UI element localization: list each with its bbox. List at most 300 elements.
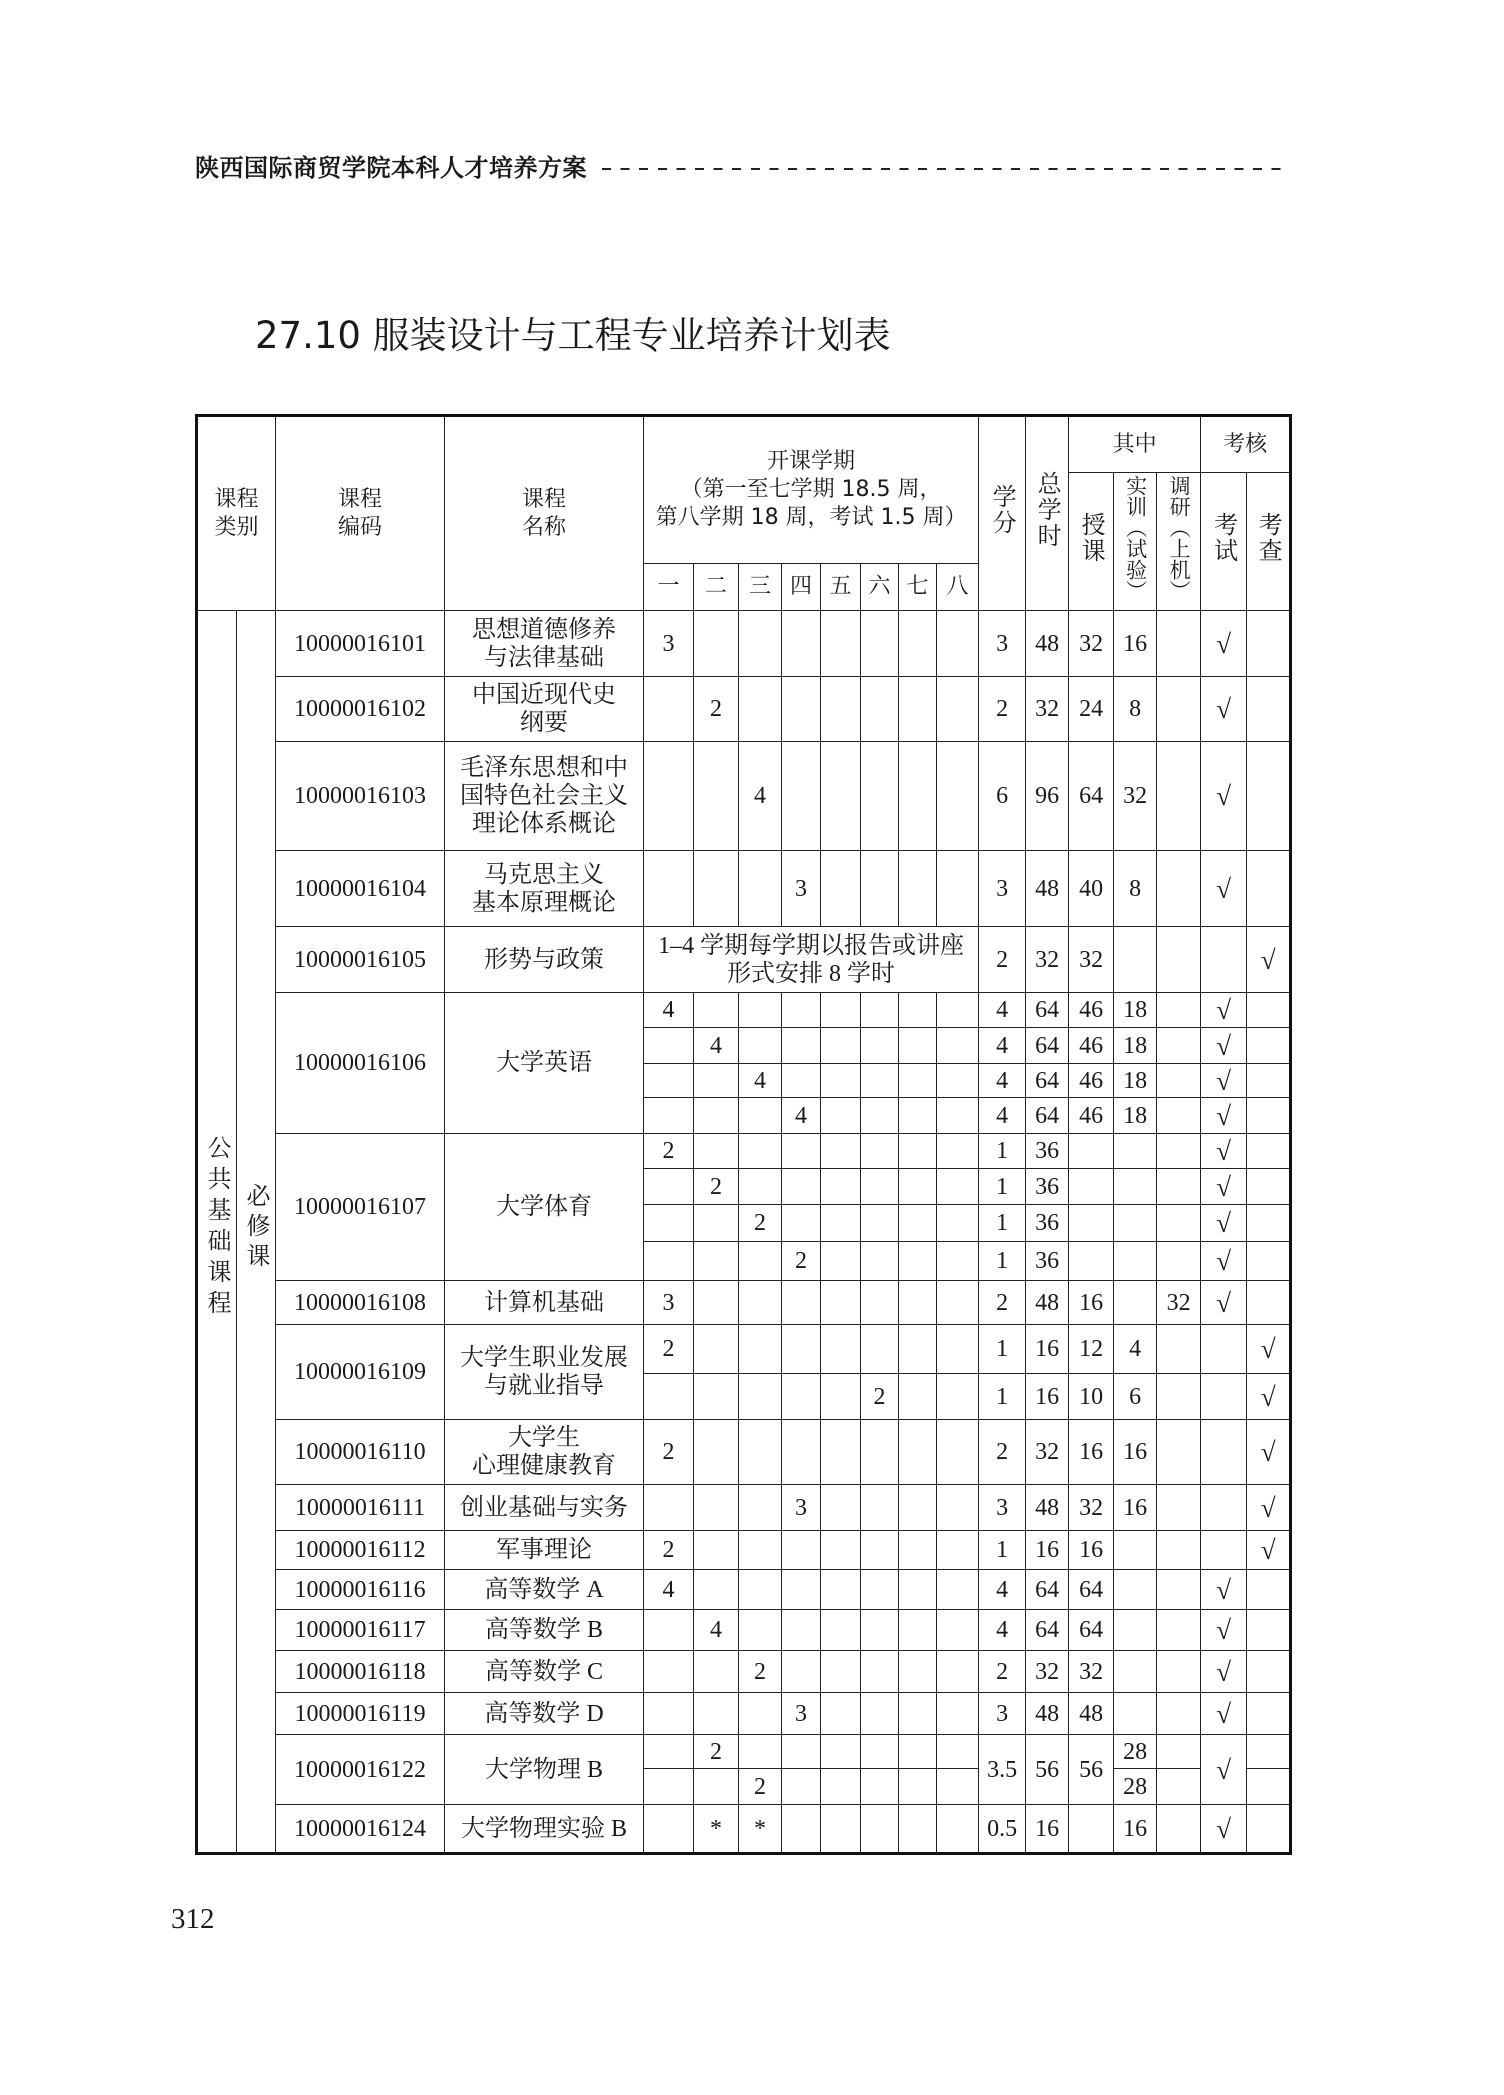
course-code-cell: 10000016106 — [276, 993, 445, 1134]
semester-1-cell: 2 — [644, 1134, 694, 1169]
check-mark-cell — [1247, 1570, 1291, 1610]
semester-4-cell: 3 — [782, 1485, 821, 1531]
course-code-cell: 10000016112 — [276, 1531, 445, 1570]
semester-7-cell — [899, 1769, 937, 1805]
credit-cell: 4 — [979, 1028, 1026, 1064]
semester-8-cell — [937, 1570, 979, 1610]
course-row — [197, 1651, 1291, 1693]
exam-mark-cell: √ — [1201, 1028, 1247, 1064]
course-code-cell: 10000016124 — [276, 1805, 445, 1854]
semester-6-cell — [861, 611, 899, 677]
total-hours-cell: 32 — [1026, 677, 1069, 742]
semester-7-cell — [899, 993, 937, 1028]
semester-2-cell — [694, 742, 739, 851]
semester-1-cell — [644, 1769, 694, 1805]
course-type-label: 必修课 — [242, 1183, 270, 1273]
semester-3-cell: 4 — [739, 1064, 782, 1098]
check-mark-cell — [1247, 1610, 1291, 1651]
check-mark-cell — [1247, 677, 1291, 742]
exam-mark-cell: √ — [1201, 1735, 1247, 1805]
header-course-category: 课程 类别 — [197, 416, 276, 611]
practice-hours-cell — [1114, 1693, 1157, 1735]
research-hours-cell: 32 — [1157, 1281, 1201, 1325]
practice-hours-cell — [1114, 1205, 1157, 1242]
semester-7-cell — [899, 1064, 937, 1098]
exam-mark-cell: √ — [1201, 742, 1247, 851]
practice-hours-cell: 16 — [1114, 1420, 1157, 1485]
semester-4-cell — [782, 1134, 821, 1169]
semester-1-cell — [644, 1169, 694, 1205]
semester-8-cell — [937, 1693, 979, 1735]
total-hours-cell: 64 — [1026, 993, 1069, 1028]
semester-7-cell — [899, 1610, 937, 1651]
semester-8-cell — [937, 1028, 979, 1064]
exam-mark-cell — [1201, 1531, 1247, 1570]
semester-7-cell — [899, 1531, 937, 1570]
semester-7-cell — [899, 1242, 937, 1281]
semester-1-cell: 3 — [644, 1281, 694, 1325]
lecture-hours-cell: 32 — [1069, 927, 1114, 993]
semester-4-cell — [782, 1610, 821, 1651]
semester-5-cell — [821, 1205, 861, 1242]
research-hours-cell — [1157, 1531, 1201, 1570]
total-hours-cell: 36 — [1026, 1242, 1069, 1281]
semester-7-cell — [899, 1485, 937, 1531]
semester-4-cell: 4 — [782, 1098, 821, 1134]
credit-cell: 1 — [979, 1134, 1026, 1169]
exam-mark-cell: √ — [1201, 1610, 1247, 1651]
course-code-cell: 10000016119 — [276, 1693, 445, 1735]
credit-cell: 6 — [979, 742, 1026, 851]
total-hours-cell: 16 — [1026, 1374, 1069, 1420]
course-row — [197, 611, 1291, 677]
header-practice — [1114, 473, 1157, 611]
course-name-cell: 军事理论 — [445, 1531, 644, 1570]
check-mark-cell — [1247, 1064, 1291, 1098]
course-row — [197, 1610, 1291, 1651]
lecture-hours-cell — [1069, 1134, 1114, 1169]
semester-5-cell — [821, 1169, 861, 1205]
semester-7-cell — [899, 1420, 937, 1485]
credit-cell: 4 — [979, 1098, 1026, 1134]
semester-3-cell — [739, 1281, 782, 1325]
semester-6-cell — [861, 1028, 899, 1064]
semester-4-cell — [782, 1420, 821, 1485]
header-semester-8: 八 — [937, 564, 979, 611]
lecture-hours-cell: 46 — [1069, 1064, 1114, 1098]
semester-3-cell — [739, 993, 782, 1028]
semester-8-cell — [937, 1281, 979, 1325]
practice-hours-cell — [1114, 1169, 1157, 1205]
lecture-hours-cell — [1069, 1805, 1114, 1854]
research-hours-cell — [1157, 1651, 1201, 1693]
semester-6-cell — [861, 677, 899, 742]
course-name-cell: 高等数学 C — [445, 1651, 644, 1693]
header-lecture-label: 授课 — [1077, 511, 1106, 564]
semester-1-cell — [644, 1028, 694, 1064]
semester-8-cell — [937, 1531, 979, 1570]
exam-mark-cell: √ — [1201, 1651, 1247, 1693]
check-mark-cell — [1247, 1735, 1291, 1769]
check-mark-cell — [1247, 1693, 1291, 1735]
semester-8-cell — [937, 1805, 979, 1854]
semester-2-cell — [694, 1098, 739, 1134]
course-name-cell: 马克思主义 基本原理概论 — [445, 851, 644, 927]
course-code-cell: 10000016111 — [276, 1485, 445, 1531]
semester-7-cell — [899, 1374, 937, 1420]
course-name-cell: 高等数学 D — [445, 1693, 644, 1735]
check-mark-cell — [1247, 1281, 1291, 1325]
practice-hours-cell: 16 — [1114, 1485, 1157, 1531]
semester-5-cell — [821, 1028, 861, 1064]
semester-7-cell — [899, 1205, 937, 1242]
table-header — [197, 416, 1291, 611]
credit-cell: 2 — [979, 677, 1026, 742]
course-row — [197, 1693, 1291, 1735]
header-research-label: 调研（上机） — [1167, 474, 1192, 601]
semester-3-cell — [739, 1134, 782, 1169]
course-name-cell: 大学物理实验 B — [445, 1805, 644, 1854]
credit-cell: 2 — [979, 927, 1026, 993]
semester-3-cell — [739, 1098, 782, 1134]
research-hours-cell — [1157, 611, 1201, 677]
research-hours-cell — [1157, 1735, 1201, 1769]
semester-2-cell — [694, 1064, 739, 1098]
semester-7-cell — [899, 611, 937, 677]
semester-3-cell: 2 — [739, 1651, 782, 1693]
semester-2-cell — [694, 851, 739, 927]
practice-hours-cell — [1114, 1134, 1157, 1169]
credit-cell: 4 — [979, 1064, 1026, 1098]
semester-4-cell: 3 — [782, 851, 821, 927]
header-course-name: 课程 名称 — [445, 416, 644, 611]
exam-mark-cell — [1201, 1374, 1247, 1420]
semester-6-cell — [861, 1169, 899, 1205]
semester-1-cell — [644, 851, 694, 927]
practice-hours-cell — [1114, 927, 1157, 993]
course-name-cell: 大学物理 B — [445, 1735, 644, 1805]
semester-4-cell — [782, 1805, 821, 1854]
course-name-cell: 形势与政策 — [445, 927, 644, 993]
research-hours-cell — [1157, 1242, 1201, 1281]
header-lecture — [1069, 473, 1114, 611]
course-name-cell: 大学英语 — [445, 993, 644, 1134]
credit-cell: 3 — [979, 1693, 1026, 1735]
course-code-cell: 10000016108 — [276, 1281, 445, 1325]
practice-hours-cell: 18 — [1114, 1098, 1157, 1134]
check-mark-cell — [1247, 1805, 1291, 1854]
exam-mark-cell: √ — [1201, 1169, 1247, 1205]
header-semester-6: 六 — [861, 564, 899, 611]
exam-mark-cell: √ — [1201, 1805, 1247, 1854]
course-code-cell: 10000016109 — [276, 1325, 445, 1420]
course-row — [197, 1485, 1291, 1531]
header-total-hours-label: 总学时 — [1033, 470, 1062, 549]
lecture-hours-cell: 24 — [1069, 677, 1114, 742]
lecture-hours-cell: 40 — [1069, 851, 1114, 927]
lecture-hours-cell: 16 — [1069, 1420, 1114, 1485]
header-exam — [1201, 473, 1247, 611]
semester-6-cell — [861, 1485, 899, 1531]
check-mark-cell: √ — [1247, 927, 1291, 993]
semester-1-cell — [644, 677, 694, 742]
course-row — [197, 1531, 1291, 1570]
lecture-hours-cell: 32 — [1069, 1485, 1114, 1531]
header-semester-1: 一 — [644, 564, 694, 611]
lecture-hours-cell: 16 — [1069, 1281, 1114, 1325]
semester-2-cell: 4 — [694, 1610, 739, 1651]
semester-5-cell — [821, 742, 861, 851]
semester-1-cell: 2 — [644, 1531, 694, 1570]
semester-5-cell — [821, 1281, 861, 1325]
course-code-cell: 10000016117 — [276, 1610, 445, 1651]
check-mark-cell — [1247, 611, 1291, 677]
course-code-cell: 10000016105 — [276, 927, 445, 993]
semester-7-cell — [899, 1169, 937, 1205]
semester-6-cell — [861, 1420, 899, 1485]
total-hours-cell: 48 — [1026, 1281, 1069, 1325]
course-code-cell: 10000016107 — [276, 1134, 445, 1281]
credit-cell: 2 — [979, 1651, 1026, 1693]
semester-2-cell — [694, 611, 739, 677]
course-code-cell: 10000016103 — [276, 742, 445, 851]
header-assessment: 考核 — [1201, 416, 1291, 473]
semester-2-cell — [694, 1570, 739, 1610]
lecture-hours-cell: 16 — [1069, 1531, 1114, 1570]
course-row — [197, 1570, 1291, 1610]
semester-2-cell — [694, 1531, 739, 1570]
semester-3-cell — [739, 1531, 782, 1570]
practice-hours-cell: 28 — [1114, 1735, 1157, 1769]
semester-2-cell: 4 — [694, 1028, 739, 1064]
credit-cell: 2 — [979, 1420, 1026, 1485]
semester-6-cell — [861, 1064, 899, 1098]
lecture-hours-cell: 46 — [1069, 1098, 1114, 1134]
total-hours-cell: 48 — [1026, 851, 1069, 927]
semester-7-cell — [899, 742, 937, 851]
semester-6-cell — [861, 1735, 899, 1769]
practice-hours-cell — [1114, 1242, 1157, 1281]
check-mark-cell: √ — [1247, 1531, 1291, 1570]
total-hours-cell: 36 — [1026, 1134, 1069, 1169]
semester-3-cell — [739, 1325, 782, 1374]
semester-4-cell: 2 — [782, 1242, 821, 1281]
semester-8-cell — [937, 1769, 979, 1805]
check-mark-cell — [1247, 1769, 1291, 1805]
semester-4-cell — [782, 1769, 821, 1805]
course-row — [197, 1325, 1291, 1374]
semester-4-cell — [782, 1374, 821, 1420]
practice-hours-cell — [1114, 1570, 1157, 1610]
lecture-hours-cell: 56 — [1069, 1735, 1114, 1805]
semester-1-cell: 2 — [644, 1420, 694, 1485]
check-mark-cell — [1247, 1098, 1291, 1134]
exam-mark-cell — [1201, 1485, 1247, 1531]
semester-5-cell — [821, 1374, 861, 1420]
header-semester-2: 二 — [694, 564, 739, 611]
total-hours-cell: 96 — [1026, 742, 1069, 851]
lecture-hours-cell: 12 — [1069, 1325, 1114, 1374]
semester-3-cell: 2 — [739, 1769, 782, 1805]
semester-1-cell — [644, 1242, 694, 1281]
semester-6-cell — [861, 1134, 899, 1169]
semester-6-cell — [861, 851, 899, 927]
total-hours-cell: 48 — [1026, 1693, 1069, 1735]
research-hours-cell — [1157, 1134, 1201, 1169]
semester-4-cell — [782, 1064, 821, 1098]
semester-4-cell — [782, 993, 821, 1028]
semester-2-cell — [694, 993, 739, 1028]
semester-5-cell — [821, 1420, 861, 1485]
semester-1-cell: 4 — [644, 993, 694, 1028]
semester-5-cell — [821, 1531, 861, 1570]
exam-mark-cell: √ — [1201, 677, 1247, 742]
semester-6-cell: 2 — [861, 1374, 899, 1420]
course-code-cell: 10000016101 — [276, 611, 445, 677]
check-mark-cell — [1247, 1134, 1291, 1169]
semester-5-cell — [821, 1485, 861, 1531]
page-number: 312 — [171, 1903, 215, 1935]
semester-6-cell — [861, 1325, 899, 1374]
semester-2-cell — [694, 1134, 739, 1169]
semester-6-cell — [861, 1693, 899, 1735]
semester-4-cell — [782, 1651, 821, 1693]
semester-note-cell: 1–4 学期每学期以报告或讲座 形式安排 8 学时 — [644, 927, 979, 993]
course-row — [197, 1735, 1291, 1769]
practice-hours-cell: 18 — [1114, 993, 1157, 1028]
course-code-cell: 10000016104 — [276, 851, 445, 927]
semester-4-cell — [782, 1531, 821, 1570]
page-header-text: 陕西国际商贸学院本科人才培养方案 — [195, 153, 587, 182]
semester-1-cell — [644, 1805, 694, 1854]
total-hours-cell: 64 — [1026, 1028, 1069, 1064]
total-hours-cell: 32 — [1026, 1420, 1069, 1485]
page-title: 27.10 服装设计与工程专业培养计划表 — [255, 314, 891, 357]
practice-hours-cell: 16 — [1114, 611, 1157, 677]
total-hours-cell: 16 — [1026, 1531, 1069, 1570]
lecture-hours-cell — [1069, 1169, 1114, 1205]
course-row — [197, 1805, 1291, 1854]
credit-cell: 0.5 — [979, 1805, 1026, 1854]
lecture-hours-cell: 46 — [1069, 1028, 1114, 1064]
lecture-hours-cell: 32 — [1069, 611, 1114, 677]
semester-5-cell — [821, 1134, 861, 1169]
semester-5-cell — [821, 1570, 861, 1610]
semester-2-cell: * — [694, 1805, 739, 1854]
research-hours-cell — [1157, 677, 1201, 742]
course-group-label: 公共基础课程 — [203, 1135, 231, 1321]
research-hours-cell — [1157, 1693, 1201, 1735]
practice-hours-cell: 18 — [1114, 1028, 1157, 1064]
check-mark-cell — [1247, 1205, 1291, 1242]
semester-4-cell — [782, 1570, 821, 1610]
semester-6-cell — [861, 742, 899, 851]
semester-4-cell — [782, 1169, 821, 1205]
lecture-hours-cell — [1069, 1205, 1114, 1242]
header-practice-label: 实训（试验） — [1123, 474, 1148, 601]
research-hours-cell — [1157, 1169, 1201, 1205]
semester-1-cell — [644, 1205, 694, 1242]
semester-7-cell — [899, 1028, 937, 1064]
course-row — [197, 1420, 1291, 1485]
exam-mark-cell: √ — [1201, 1281, 1247, 1325]
total-hours-cell: 36 — [1026, 1205, 1069, 1242]
check-mark-cell — [1247, 742, 1291, 851]
practice-hours-cell: 6 — [1114, 1374, 1157, 1420]
semester-2-cell: 2 — [694, 1169, 739, 1205]
semester-4-cell — [782, 1028, 821, 1064]
research-hours-cell — [1157, 1805, 1201, 1854]
header-semesters: 开课学期 （第一至七学期 18.5 周， 第八学期 18 周，考试 1.5 周） — [644, 416, 979, 564]
semester-5-cell — [821, 1693, 861, 1735]
semester-5-cell — [821, 851, 861, 927]
research-hours-cell — [1157, 1205, 1201, 1242]
total-hours-cell: 32 — [1026, 1651, 1069, 1693]
semester-3-cell — [739, 1735, 782, 1769]
total-hours-cell: 56 — [1026, 1735, 1069, 1805]
research-hours-cell — [1157, 1374, 1201, 1420]
semester-6-cell — [861, 1570, 899, 1610]
exam-mark-cell: √ — [1201, 1134, 1247, 1169]
semester-5-cell — [821, 1242, 861, 1281]
course-name-cell: 大学生职业发展 与就业指导 — [445, 1325, 644, 1420]
semester-2-cell: 2 — [694, 1735, 739, 1769]
semester-6-cell — [861, 1531, 899, 1570]
semester-7-cell — [899, 1325, 937, 1374]
practice-hours-cell: 8 — [1114, 677, 1157, 742]
research-hours-cell — [1157, 1570, 1201, 1610]
check-mark-cell: √ — [1247, 1325, 1291, 1374]
semester-3-cell — [739, 1374, 782, 1420]
semester-8-cell — [937, 1098, 979, 1134]
header-dashed-rule — [602, 168, 1289, 170]
semester-4-cell: 3 — [782, 1693, 821, 1735]
research-hours-cell — [1157, 927, 1201, 993]
practice-hours-cell — [1114, 1281, 1157, 1325]
semester-7-cell — [899, 1098, 937, 1134]
semester-2-cell — [694, 1205, 739, 1242]
course-name-cell: 高等数学 B — [445, 1610, 644, 1651]
lecture-hours-cell: 10 — [1069, 1374, 1114, 1420]
practice-hours-cell: 28 — [1114, 1769, 1157, 1805]
semester-2-cell — [694, 1281, 739, 1325]
semester-7-cell — [899, 1134, 937, 1169]
course-name-cell: 计算机基础 — [445, 1281, 644, 1325]
exam-mark-cell: √ — [1201, 611, 1247, 677]
semester-1-cell: 4 — [644, 1570, 694, 1610]
semester-2-cell — [694, 1485, 739, 1531]
semester-2-cell — [694, 1651, 739, 1693]
check-mark-cell: √ — [1247, 1374, 1291, 1420]
course-name-cell: 中国近现代史 纲要 — [445, 677, 644, 742]
semester-7-cell — [899, 1805, 937, 1854]
research-hours-cell — [1157, 851, 1201, 927]
semester-4-cell — [782, 1735, 821, 1769]
semester-5-cell — [821, 1325, 861, 1374]
exam-mark-cell — [1201, 927, 1247, 993]
semester-5-cell — [821, 1610, 861, 1651]
semester-3-cell — [739, 1169, 782, 1205]
course-row — [197, 742, 1291, 851]
total-hours-cell: 64 — [1026, 1610, 1069, 1651]
semester-7-cell — [899, 677, 937, 742]
lecture-hours-cell: 46 — [1069, 993, 1114, 1028]
exam-mark-cell: √ — [1201, 1570, 1247, 1610]
check-mark-cell — [1247, 1028, 1291, 1064]
semester-8-cell — [937, 742, 979, 851]
semester-5-cell — [821, 1805, 861, 1854]
semester-1-cell — [644, 1651, 694, 1693]
